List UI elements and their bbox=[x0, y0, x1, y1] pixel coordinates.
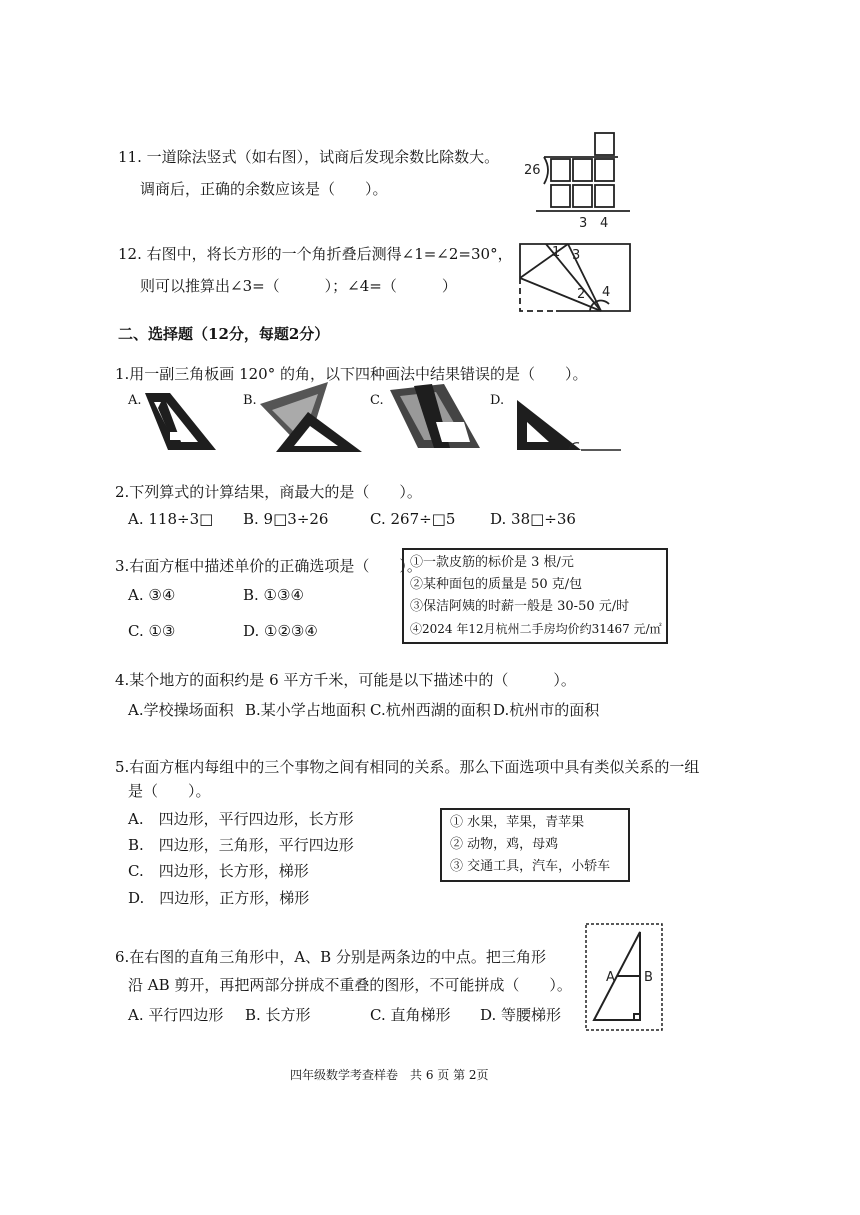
mc5-option-d: D. 四边形，正方形，梯形 bbox=[128, 889, 310, 907]
page-footer: 四年级数学考查样卷 共 6 页 第 2页 bbox=[290, 1068, 489, 1082]
dividend-box-2 bbox=[573, 159, 592, 181]
mc3-stem: 3.右面方框中描述单价的正确选项是（ ）。 bbox=[115, 557, 422, 575]
unit-price-item-1: ①一款皮筋的标价是 3 根/元 bbox=[410, 555, 574, 570]
divisor-label: 26 bbox=[524, 163, 541, 178]
relationship-item-1: ① 水果，苹果，青苹果 bbox=[450, 815, 585, 830]
angle-label-3: 3 bbox=[572, 248, 581, 263]
remainder-digit-2: 4 bbox=[600, 216, 609, 230]
relationship-box bbox=[440, 808, 630, 882]
angle-label-1: 1 bbox=[552, 245, 561, 260]
mc2-option-b: B. 9□3÷26 bbox=[243, 510, 329, 528]
product-box-1 bbox=[551, 185, 570, 207]
mc3-option-c: C. ①③ bbox=[128, 622, 176, 640]
dividend-box-3 bbox=[595, 159, 614, 181]
mc5-stem-line2: 是（ ）。 bbox=[128, 782, 211, 800]
folded-rectangle-figure bbox=[516, 238, 636, 318]
unit-price-item-3: ③保洁阿姨的时薪一般是 30-50 元/时 bbox=[410, 599, 630, 614]
mc4-stem: 4.某个地方的面积约是 6 平方千米，可能是以下描述中的（ ）。 bbox=[115, 671, 576, 689]
set-square-figure-a bbox=[140, 388, 230, 458]
q11-line1: 11. 一道除法竖式（如右图），试商后发现余数比除数大。 bbox=[118, 148, 500, 166]
mc3-option-b: B. ①③④ bbox=[243, 586, 304, 604]
set-square-figure-b bbox=[258, 382, 368, 457]
angle-label-2: 2 bbox=[577, 287, 586, 302]
dividend-box-1 bbox=[551, 159, 570, 181]
q11-line2: 调商后，正确的余数应该是（ ）。 bbox=[140, 180, 388, 198]
mc5-option-c: C. 四边形，长方形，梯形 bbox=[128, 862, 309, 880]
right-triangle-figure bbox=[584, 922, 664, 1032]
mc1-option-a: A. bbox=[128, 393, 142, 408]
mc2-option-a: A. 118÷3□ bbox=[128, 510, 214, 528]
product-box-2 bbox=[573, 185, 592, 207]
mc6-option-b: B. 长方形 bbox=[245, 1006, 311, 1024]
mc6-stem-line2: 沿 AB 剪开，再把两部分拼成不重叠的图形，不可能拼成（ ）。 bbox=[128, 976, 572, 994]
remainder-digit-1: 3 bbox=[579, 216, 588, 230]
mc6-option-c: C. 直角梯形 bbox=[370, 1006, 451, 1024]
relationship-item-2: ② 动物，鸡，母鸡 bbox=[450, 837, 559, 852]
mc6-option-d: D. 等腰梯形 bbox=[480, 1006, 562, 1024]
mc5-option-b: B. 四边形，三角形，平行四边形 bbox=[128, 836, 354, 854]
set-square-figure-d bbox=[515, 396, 625, 456]
mc1-option-d: D. bbox=[490, 393, 505, 408]
mc5-option-a: A. 四边形，平行四边形，长方形 bbox=[128, 810, 354, 828]
mc4-option-d: D.杭州市的面积 bbox=[493, 701, 600, 719]
long-division-figure bbox=[522, 130, 632, 230]
point-a-label: A bbox=[606, 970, 615, 985]
q12-line1: 12. 右图中，将长方形的一个角折叠后测得∠1=∠2=30°， bbox=[118, 245, 513, 263]
mc4-option-a: A.学校操场面积 bbox=[128, 701, 234, 719]
relationship-item-3: ③ 交通工具，汽车，小轿车 bbox=[450, 859, 611, 874]
mc2-stem: 2.下列算式的计算结果，商最大的是（ ）。 bbox=[115, 483, 422, 501]
mc3-option-d: D. ①②③④ bbox=[243, 622, 318, 640]
unit-price-item-2: ②某种面包的质量是 50 克/包 bbox=[410, 577, 583, 592]
mc4-option-c: C.杭州西湖的面积 bbox=[370, 701, 491, 719]
mc2-option-c: C. 267÷□5 bbox=[370, 510, 456, 528]
mc1-option-b: B. bbox=[243, 393, 257, 408]
q12-line2: 则可以推算出∠3=（ ）；∠4=（ ） bbox=[140, 277, 457, 295]
product-box-3 bbox=[595, 185, 614, 207]
mc5-stem-line1: 5.右面方框内每组中的三个事物之间有相同的关系。那么下面选项中具有类似关系的一组 bbox=[115, 758, 700, 776]
mc2-option-d: D. 38□÷36 bbox=[490, 510, 576, 528]
section2-title: 二、选择题（12分，每题2分） bbox=[118, 325, 330, 343]
mc6-stem-line1: 6.在右图的直角三角形中，A、B 分别是两条边的中点。把三角形 bbox=[115, 948, 546, 966]
unit-price-box bbox=[402, 548, 668, 644]
angle-label-4: 4 bbox=[602, 285, 611, 300]
quotient-box bbox=[595, 133, 614, 155]
set-square-figure-c bbox=[384, 382, 484, 457]
mc3-option-a: A. ③④ bbox=[128, 586, 176, 604]
unit-price-item-4: ④2024 年12月杭州二手房均价约31467 元/㎡ bbox=[410, 622, 662, 636]
mc6-option-a: A. 平行四边形 bbox=[128, 1006, 224, 1024]
mc1-option-c: C. bbox=[370, 393, 384, 408]
mc1-stem: 1.用一副三角板画 120° 的角，以下四种画法中结果错误的是（ ）。 bbox=[115, 365, 588, 383]
mc4-option-b: B.某小学占地面积 bbox=[245, 701, 366, 719]
point-b-label: B bbox=[644, 970, 653, 985]
